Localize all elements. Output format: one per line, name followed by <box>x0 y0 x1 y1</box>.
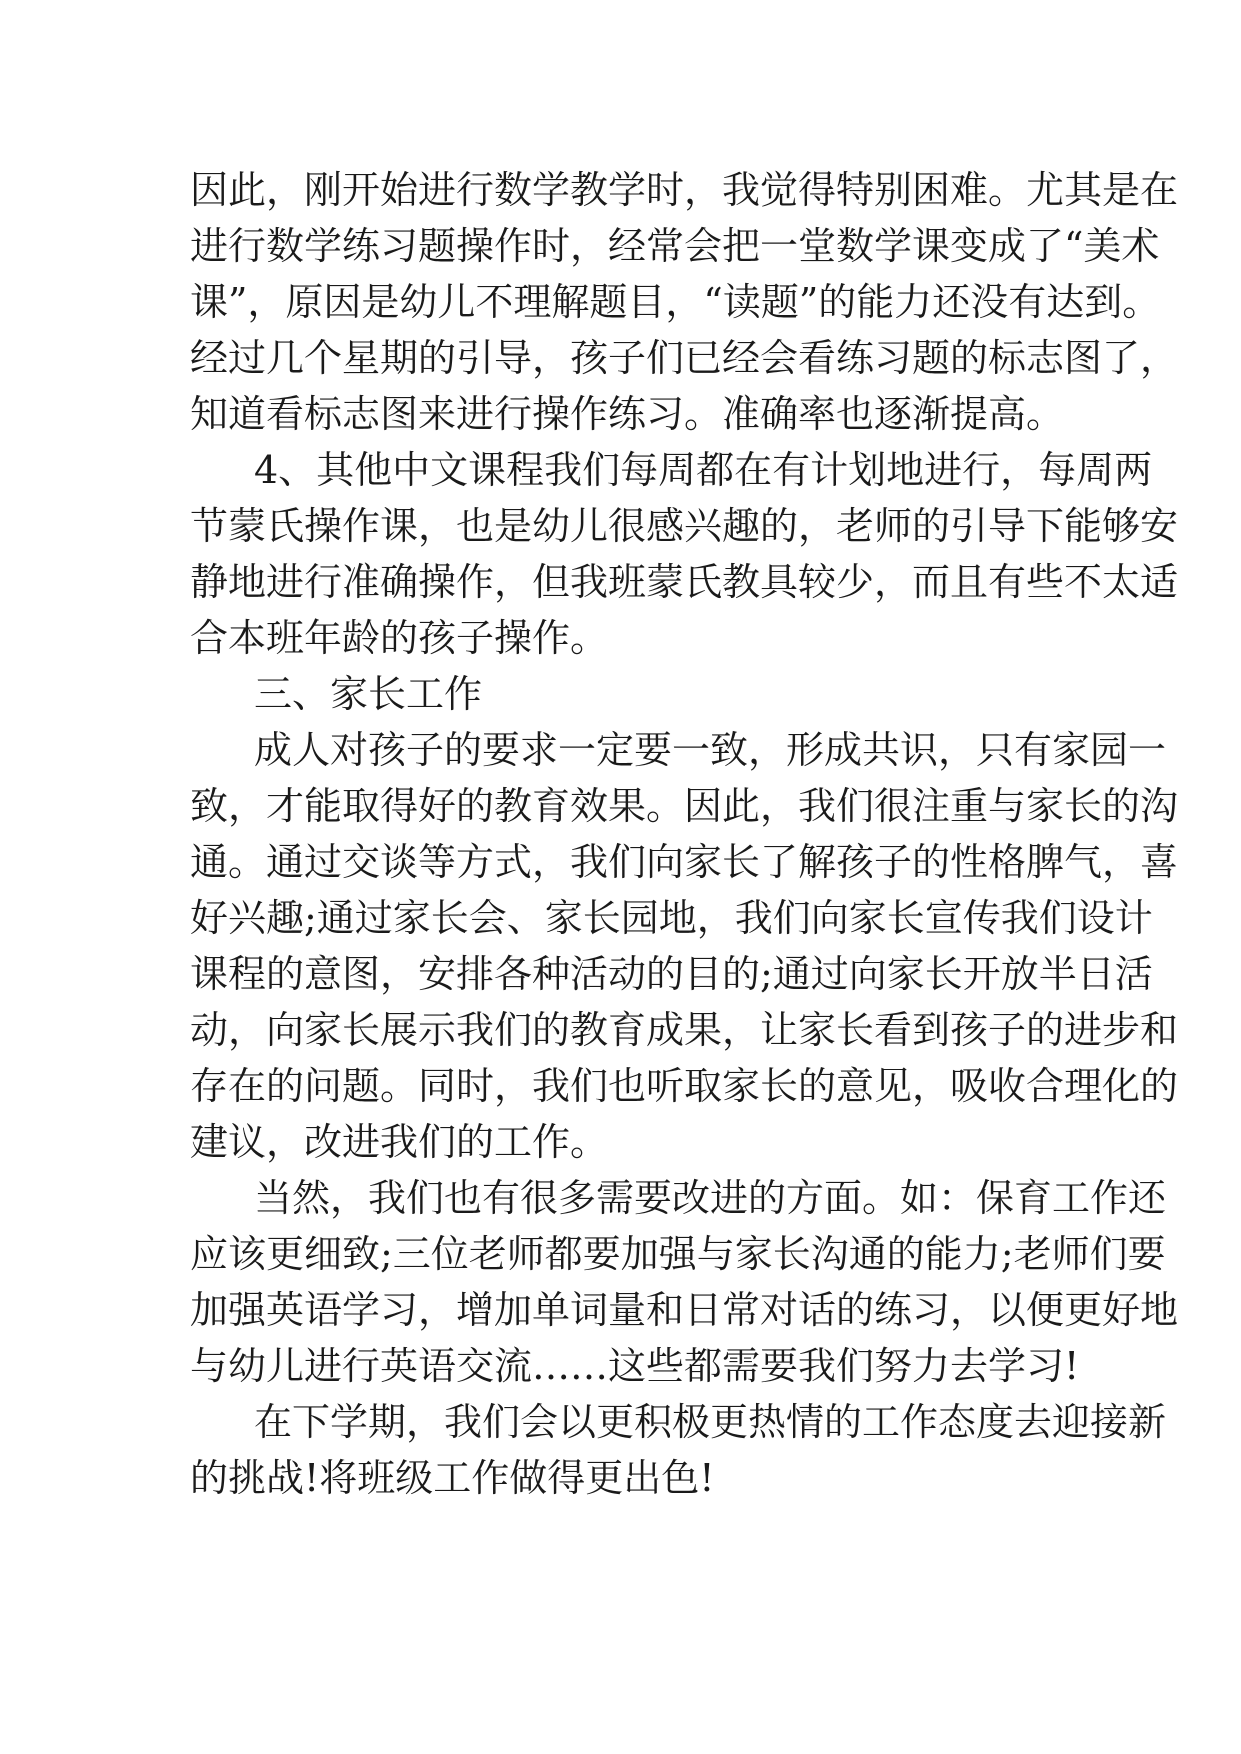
text-line: 加强英语学习，增加单词量和日常对话的练习，以便更好地 <box>190 1288 1179 1332</box>
text-line: 通。通过交谈等方式，我们向家长了解孩子的性格脾气，喜 <box>190 840 1179 884</box>
text-line: 的挑战!将班级工作做得更出色! <box>190 1456 715 1500</box>
text-line: 存在的问题。同时，我们也听取家长的意见，吸收合理化的 <box>190 1064 1179 1108</box>
text-line: 节蒙氏操作课，也是幼儿很感兴趣的，老师的引导下能够安 <box>190 504 1179 548</box>
text-line: 课程的意图，安排各种活动的目的;通过向家长开放半日活 <box>190 952 1153 996</box>
paragraph-first-line: 4、其他中文课程我们每周都在有计划地进行，每周两 <box>254 448 1153 492</box>
text-line: 进行数学练习题操作时，经常会把一堂数学课变成了“美术 <box>190 224 1160 268</box>
text-line: 因此，刚开始进行数学教学时，我觉得特别困难。尤其是在 <box>190 168 1179 212</box>
text-line: 建议，改进我们的工作。 <box>190 1120 609 1164</box>
text-line: 应该更细致;三位老师都要加强与家长沟通的能力;老师们要 <box>190 1232 1166 1276</box>
text-line: 知道看标志图来进行操作练习。准确率也逐渐提高。 <box>190 392 1065 436</box>
section-heading: 三、家长工作 <box>254 672 483 716</box>
paragraph-first-line: 成人对孩子的要求一定要一致，形成共识，只有家园一 <box>254 728 1167 772</box>
text-line: 合本班年龄的孩子操作。 <box>190 616 609 660</box>
text-line: 经过几个星期的引导，孩子们已经会看练习题的标志图了， <box>190 336 1179 380</box>
text-line: 致，才能取得好的教育效果。因此，我们很注重与家长的沟 <box>190 784 1179 828</box>
paragraph-first-line: 当然，我们也有很多需要改进的方面。如：保育工作还 <box>254 1176 1167 1220</box>
text-line: 好兴趣;通过家长会、家长园地，我们向家长宣传我们设计 <box>190 896 1153 940</box>
text-line: 与幼儿进行英语交流……这些都需要我们努力去学习! <box>190 1344 1080 1388</box>
text-line: 课”，原因是幼儿不理解题目，“读题”的能力还没有达到。 <box>190 280 1161 324</box>
text-line: 动，向家长展示我们的教育成果，让家长看到孩子的进步和 <box>190 1008 1179 1052</box>
paragraph-first-line: 在下学期，我们会以更积极更热情的工作态度去迎接新 <box>254 1400 1167 1444</box>
text-line: 静地进行准确操作，但我班蒙氏教具较少，而且有些不太适 <box>190 560 1179 604</box>
